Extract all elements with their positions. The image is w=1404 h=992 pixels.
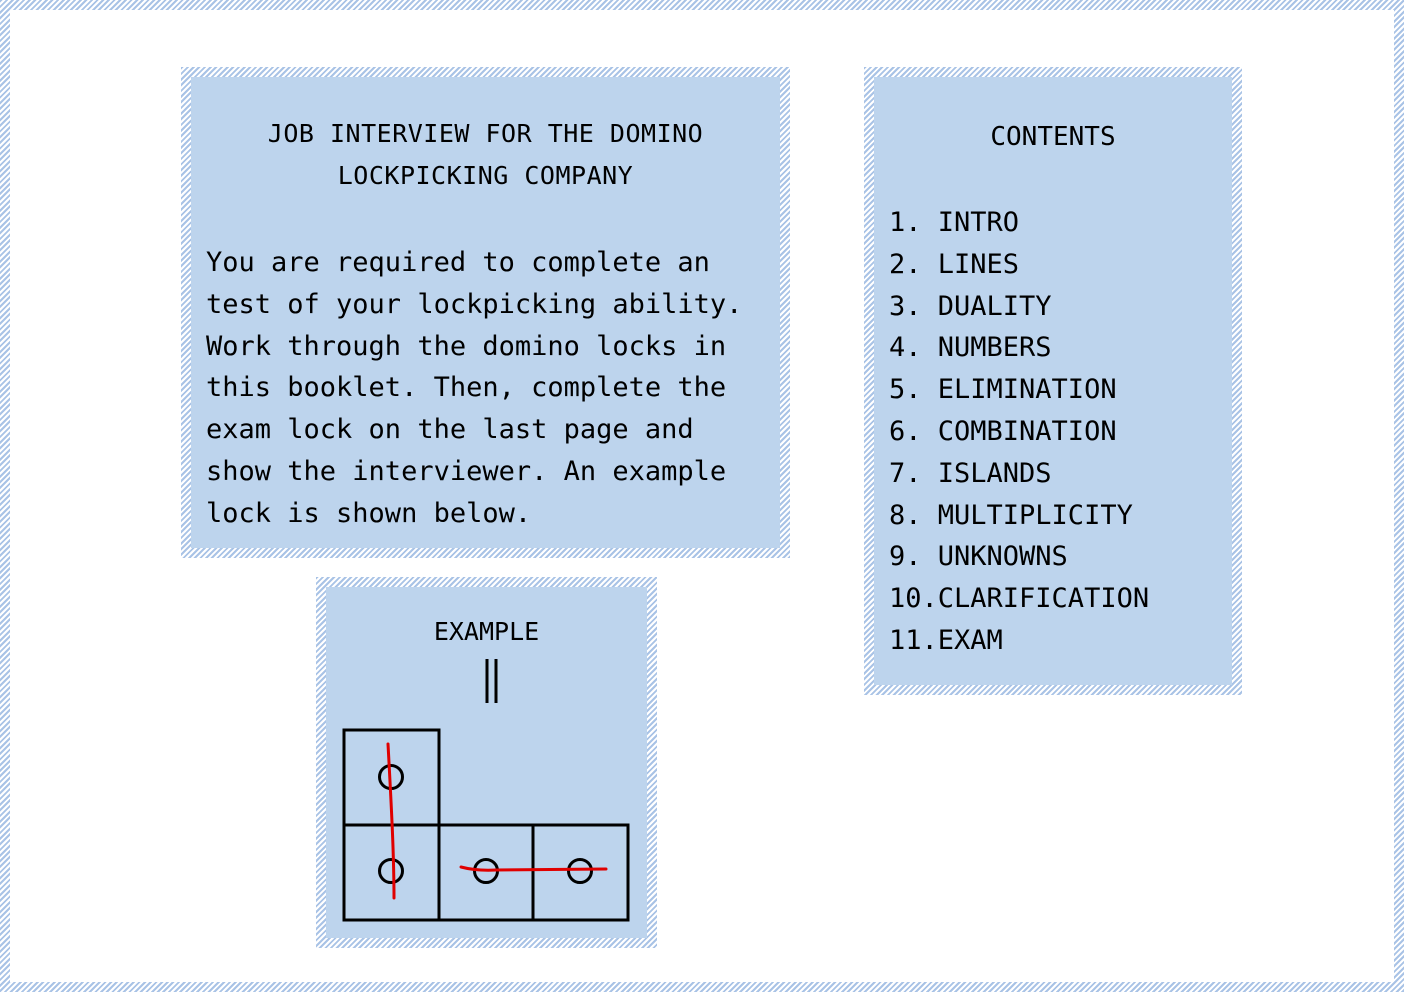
clue-double-bar-icon: [487, 659, 496, 703]
intro-title-line-2: LOCKPICKING COMPANY: [337, 161, 634, 190]
lock-cell[interactable]: [439, 825, 533, 920]
intro-body-line: this booklet. Then, complete the: [206, 372, 727, 404]
intro-title-line-1: JOB INTERVIEW FOR THE DOMINO: [267, 119, 704, 148]
example-panel: [316, 577, 657, 948]
intro-body-line: exam lock on the last page and: [206, 414, 694, 446]
contents-title: CONTENTS: [990, 122, 1116, 152]
intro-body-line: Work through the domino locks in: [206, 330, 727, 362]
contents-item-unknowns[interactable]: 9. UNKNOWNS: [889, 541, 1068, 573]
contents-item-elimination[interactable]: 5. ELIMINATION: [889, 374, 1117, 406]
intro-panel: [181, 67, 790, 558]
contents-item-combination[interactable]: 6. COMBINATION: [889, 415, 1117, 447]
intro-body-line: lock is shown below.: [206, 497, 532, 529]
intro-title: [191, 113, 780, 197]
lock-pin-icon: [569, 860, 592, 883]
contents-item-clarification[interactable]: 10.CLARIFICATION: [889, 583, 1150, 615]
contents-item-multiplicity[interactable]: 8. MULTIPLICITY: [889, 499, 1133, 531]
example-title: EXAMPLE: [433, 617, 540, 646]
intro-body-line: You are required to complete an: [206, 247, 710, 278]
contents-item-exam[interactable]: 11.EXAM: [889, 624, 1003, 656]
contents-item-intro[interactable]: 1. INTRO: [889, 207, 1020, 238]
intro-body-line: show the interviewer. An example: [206, 455, 727, 487]
lock-pin-icon: [380, 860, 403, 883]
contents-list: [889, 202, 1149, 662]
contents-item-numbers[interactable]: 4. NUMBERS: [889, 332, 1052, 364]
intro-body: [206, 242, 786, 535]
intro-body-line: test of your lockpicking ability.: [206, 288, 743, 320]
contents-item-lines[interactable]: 2. LINES: [889, 248, 1020, 280]
lock-cell[interactable]: [533, 825, 628, 920]
contents-panel: [864, 67, 1242, 695]
contents-item-islands[interactable]: 7. ISLANDS: [889, 457, 1052, 489]
example-lock-diagram: [326, 587, 647, 938]
contents-item-duality[interactable]: 3. DUALITY: [889, 290, 1052, 322]
